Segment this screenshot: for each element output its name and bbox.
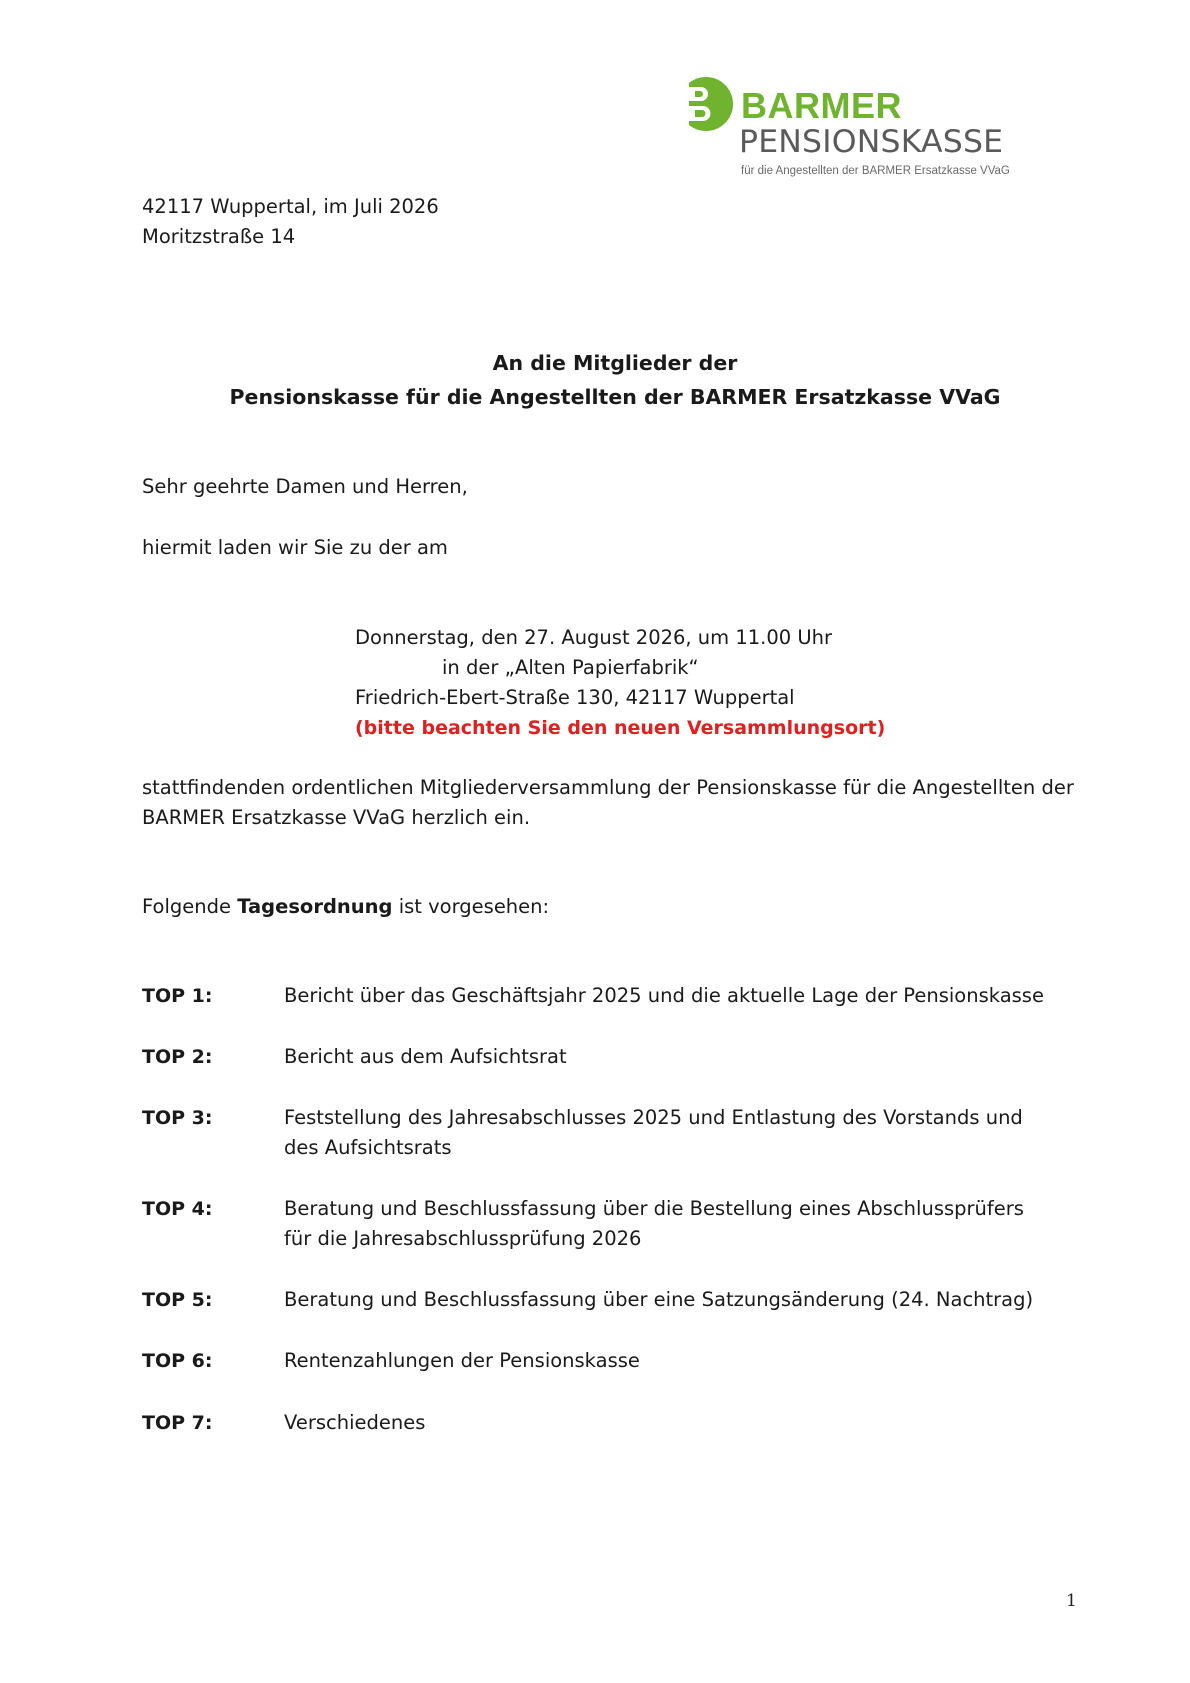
agenda-intro-after: ist vorgesehen: — [392, 895, 550, 918]
agenda-item-text: Beratung und Beschlussfassung über eine Satzungsänderung (24. Nachtrag) — [284, 1288, 1034, 1311]
agenda-item-text: Bericht über das Geschäftsjahr 2025 und die aktuelle Lage der Pensionskasse — [284, 984, 1044, 1007]
agenda-item-label: TOP 5: — [142, 1289, 213, 1311]
invitation-text: hiermit laden wir Sie zu der am — [142, 536, 448, 559]
sender-address — [142, 192, 439, 252]
agenda-intro-before: Folgende — [142, 895, 238, 918]
event-venue: in der „Alten Papierfabrik“ — [442, 656, 699, 679]
salutation: Sehr geehrte Damen und Herren, — [142, 475, 468, 498]
agenda-item-text: Rentenzahlungen der Pensionskasse — [284, 1349, 640, 1372]
heading-line-2: Pensionskasse für die Angestellten der BARMER Ersatzkasse VVaG — [229, 385, 1001, 409]
event-date-time: Donnerstag, den 27. August 2026, um 11.00 Uhr — [355, 626, 833, 649]
agenda-item-text: Verschiedenes — [284, 1411, 426, 1434]
agenda-intro-bold: Tagesordnung — [237, 895, 393, 918]
agenda-item-text: für die Jahresabschlussprüfung 2026 — [284, 1227, 642, 1250]
agenda-item-text: des Aufsichtsrats — [284, 1136, 452, 1159]
barmer-logo — [675, 70, 1020, 185]
agenda-intro — [142, 892, 549, 922]
recipient-heading — [0, 346, 1190, 414]
agenda-item-label: TOP 1: — [142, 985, 213, 1007]
logo-brand-text: BARMER — [741, 85, 902, 126]
agenda-item-label: TOP 7: — [142, 1412, 213, 1434]
agenda-item-text: Bericht aus dem Aufsichtsrat — [284, 1045, 567, 1068]
logo-subtitle: für die Angestellten der BARMER Ersatzkasse VVaG — [741, 165, 1010, 177]
event-location-notice: (bitte beachten Sie den neuen Versammlungsort) — [355, 717, 886, 739]
paragraph-line-2: BARMER Ersatzkasse VVaG herzlich ein. — [142, 806, 531, 829]
heading-line-1: An die Mitglieder der — [492, 351, 738, 375]
page-number: 1 — [1066, 1591, 1077, 1611]
agenda-item-label: TOP 2: — [142, 1046, 213, 1068]
logo-name-text: PENSIONSKASSE — [739, 124, 1004, 160]
address-line-1: 42117 Wuppertal, im Juli 2026 — [142, 195, 439, 218]
agenda-item-label: TOP 3: — [142, 1107, 213, 1129]
invitation-paragraph — [142, 773, 1074, 833]
event-street: Friedrich-Ebert-Straße 130, 42117 Wuppertal — [355, 686, 795, 709]
agenda-item-label: TOP 6: — [142, 1350, 213, 1372]
agenda-item-text: Beratung und Beschlussfassung über die Bestellung eines Abschlussprüfers — [284, 1197, 1024, 1220]
agenda-item-label: TOP 4: — [142, 1198, 213, 1220]
agenda-item-text: Feststellung des Jahresabschlusses 2025 und Entlastung des Vorstands und — [284, 1106, 1023, 1129]
barmer-b-logo-icon — [675, 73, 733, 135]
address-line-2: Moritzstraße 14 — [142, 225, 296, 248]
paragraph-line-1: stattfindenden ordentlichen Mitgliederversammlung der Pensionskasse für die Angestellten der — [142, 776, 1074, 799]
